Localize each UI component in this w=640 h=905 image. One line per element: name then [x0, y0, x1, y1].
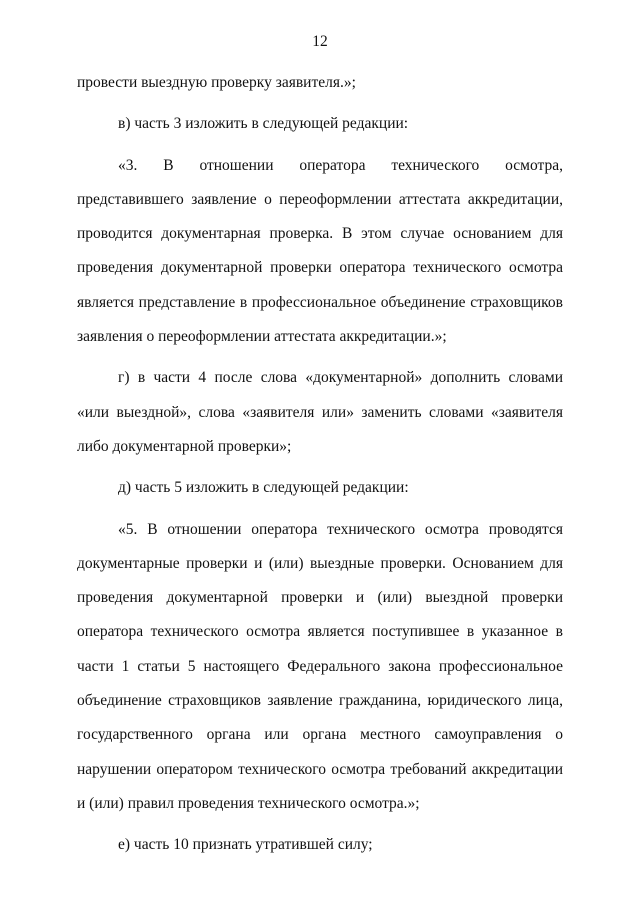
- paragraph-item-g: г) в части 4 после слова «документарной» дополнить словами «или выездной», слова «заявителя или» заменить словами «заявителя либо документарной проверки»;: [77, 369, 563, 455]
- paragraph-continuation: провести выездную проверку заявителя.»;: [77, 74, 356, 91]
- paragraph-item-d: д) часть 5 изложить в следующей редакции:: [118, 479, 409, 497]
- document-body: [77, 66, 563, 863]
- paragraph-quote-part-3: «3. В отношении оператора технического осмотра, представившего заявление о переоформлении аттестата аккредитации, проводится документарная проверка. В этом случае основанием для проведения документарной проверки оператора технического осмотра является представление в профессиональное объединение страховщиков заявления о переоформлении аттестата аккредитации.»;: [77, 156, 563, 346]
- paragraph-item-v: в) часть 3 изложить в следующей редакции:: [118, 115, 409, 133]
- page-number: 12: [312, 33, 328, 50]
- paragraph-item-e: е) часть 10 признать утратившей силу;: [118, 836, 373, 854]
- paragraph-quote-part-5: «5. В отношении оператора технического осмотра проводятся документарные проверки и (или) выездные проверки. Основанием для проведения документарной проверки и (или) выездной проверки оператора технического осмотра является поступившее в указанное в части 1 статьи 5 настоящего Федерального закона профессиональное объединение страховщиков заявление гражданина, юридического лица, государственного органа или органа местного самоуправления о нарушении оператором технического осмотра требований аккредитации и (или) правил проведения технического осмотра.»;: [77, 520, 563, 812]
